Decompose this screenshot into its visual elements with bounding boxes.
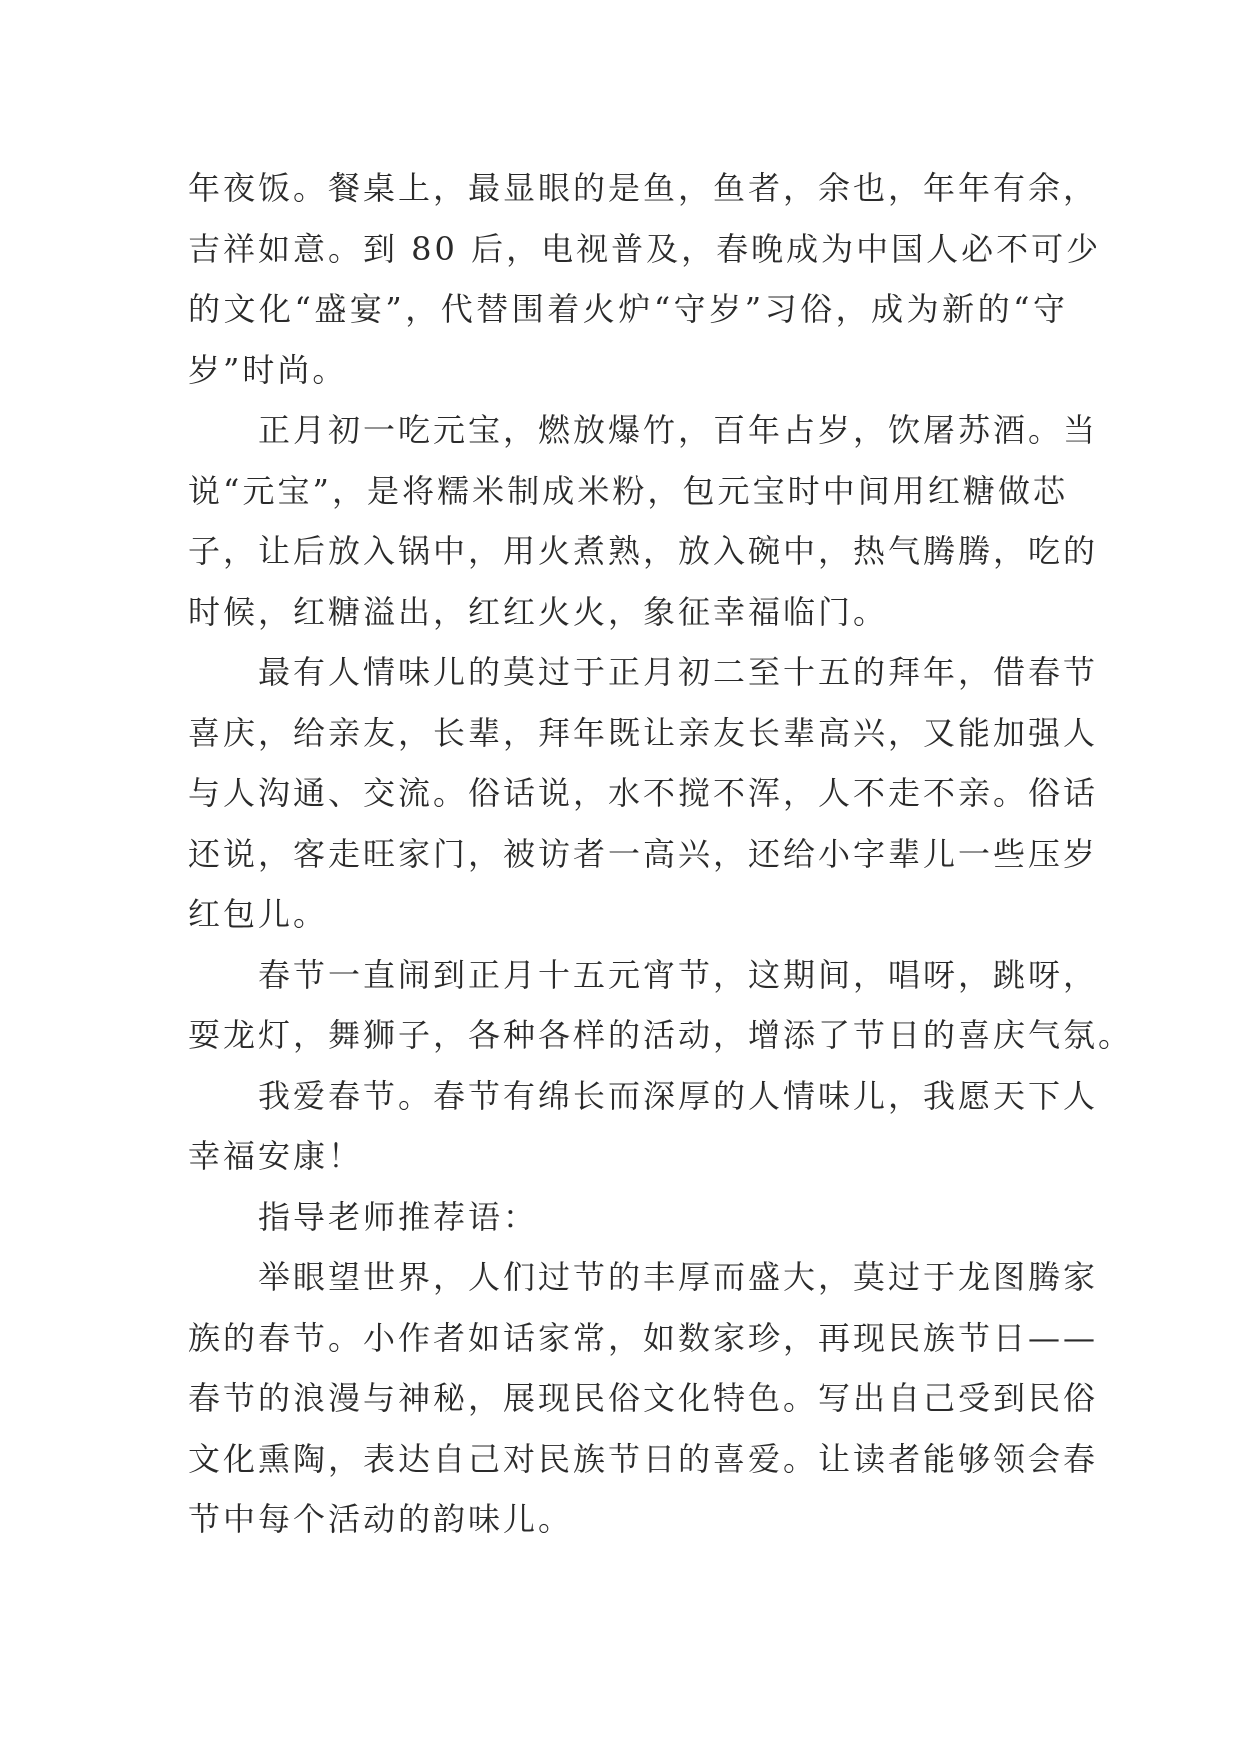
text-line: 幸福安康！: [188, 1137, 364, 1175]
paragraph-teacher-comment-heading: [188, 1187, 1068, 1248]
text-line: 岁”时尚。: [188, 350, 348, 389]
text-line: 说“元宝”，是将糯米制成米粉，包元宝时中间用红糖做芯: [188, 471, 1068, 510]
text-line: 我爱春节。春节有绵长而深厚的人情味儿，我愿天下人: [188, 1076, 1099, 1115]
text-line: 举眼望世界，人们过节的丰厚而盛大，莫过于龙图腾家: [188, 1258, 1099, 1296]
text-line: 吉祥如意。到 80 后，电视普及，春晚成为中国人必不可少: [188, 229, 1102, 268]
text-line: 时候，红糖溢出，红红火火，象征幸福临门。: [188, 592, 889, 631]
text-line: 的文化“盛宴”，代替围着火炉“守岁”习俗，成为新的“守: [188, 290, 1068, 328]
text-line: 红包儿。: [188, 895, 329, 933]
text-line: 春节的浪漫与神秘，展现民俗文化特色。写出自己受到民俗: [188, 1379, 1099, 1417]
text-line: 节中每个活动的韵味儿。: [188, 1500, 574, 1538]
paragraph-first-day-yuanbao: [188, 400, 1099, 642]
text-line: 正月初一吃元宝，燃放爆竹，百年占岁，饮屠苏酒。当: [188, 411, 1099, 449]
text-line: 族的春节。小作者如话家常，如数家珍，再现民族节日——: [188, 1318, 1099, 1357]
text-line: 年夜饭。餐桌上，最显眼的是鱼，鱼者，余也，年年有余，: [188, 169, 1099, 207]
text-line: 春节一直闹到正月十五元宵节，这期间，唱呀，跳呀，: [188, 955, 1099, 994]
document-body: [188, 158, 1134, 1550]
text-line: 喜庆，给亲友，长辈，拜年既让亲友长辈高兴，又能加强人: [188, 713, 1099, 752]
text-line: 指导老师推荐语：: [188, 1197, 539, 1236]
text-line: 文化熏陶，表达自己对民族节日的喜爱。让读者能够领会春: [188, 1439, 1099, 1478]
paragraph-teacher-comment: [188, 1247, 1099, 1550]
text-line: 与人沟通、交流。俗话说，水不搅不浑，人不走不亲。俗话: [188, 774, 1099, 812]
paragraph-lantern-festival: [188, 945, 1134, 1066]
text-line: 还说，客走旺家门，被访者一高兴，还给小字辈儿一些压岁: [188, 834, 1099, 873]
text-line: 子，让后放入锅中，用火煮熟，放入碗中，热气腾腾，吃的: [188, 532, 1099, 570]
text-line: 耍龙灯，舞狮子，各种各样的活动，增添了节日的喜庆气氛。: [188, 1016, 1134, 1054]
text-line: 最有人情味儿的莫过于正月初二至十五的拜年，借春节: [188, 653, 1099, 691]
paragraph-new-year-visits: [188, 642, 1099, 945]
paragraph-new-years-eve-dinner: [188, 158, 1102, 400]
paragraph-i-love-spring-festival: [188, 1066, 1099, 1187]
